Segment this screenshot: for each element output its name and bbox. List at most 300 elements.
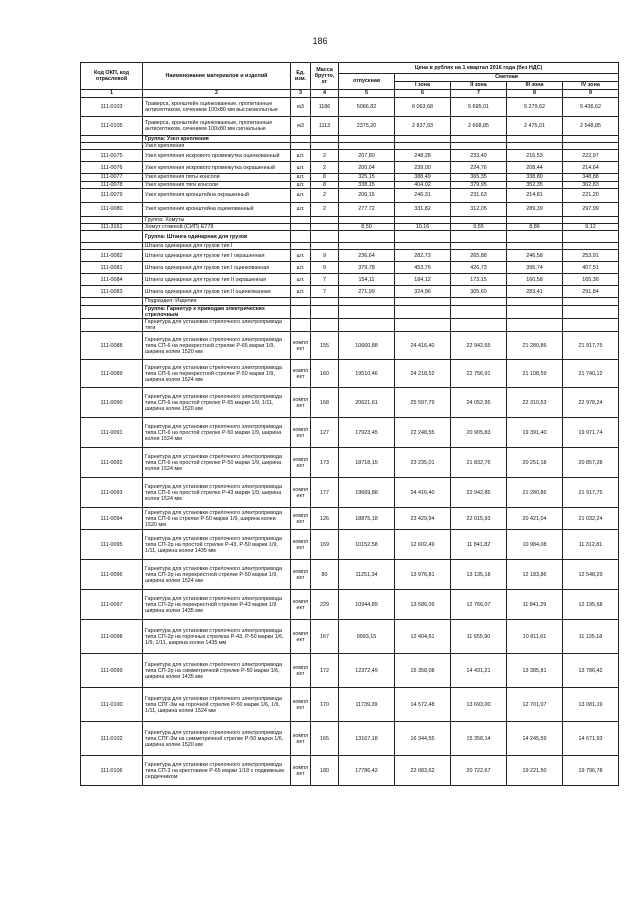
price-zone-4: 222,97	[563, 150, 619, 162]
price-zone-4: 407,51	[563, 262, 619, 274]
price-zone-2: 22 942,65	[451, 332, 507, 360]
column-number: 6	[395, 90, 451, 98]
price-zone-2: 12 766,07	[451, 590, 507, 620]
price-zone-2: 11 841,82	[451, 530, 507, 560]
item-name: Гарнитура для установки стрелочного электропривода типа СП-3 на крестовине Р-65 марки 1/18 с подвижным сердечником	[143, 756, 291, 786]
price-zone-4: 19 971,74	[563, 418, 619, 448]
price-zone-4: 348,88	[563, 174, 619, 181]
price-zone-3: 216,53	[507, 150, 563, 162]
price-zone-3: 5 279,62	[507, 98, 563, 117]
price-zone-4: 19 796,78	[563, 756, 619, 786]
price-zone-1: 404,02	[395, 181, 451, 188]
price-zone-1: 23 429,94	[395, 508, 451, 530]
item-name: Гарнитура для установки стрелочного электропривода типа СП-6 на простой стрелке Р-50 марки 1/9, ширина колеи 1524 мм	[143, 448, 291, 478]
item-name: Гарнитура для установки стрелочного электропривода типа СП-2р на симметричной стрелке Р-50 марки 1/6, ширина колеи 1435 мм	[143, 654, 291, 688]
item-name: Гарнитура для установки стрелочного электропривода типа СП-6 на перекрестной стрелке Р-50 марки 1/9, ширина колеи 1524 мм	[143, 360, 291, 388]
table-row	[81, 418, 619, 448]
item-name: Гарнитура для установки стрелочного электропривода типа СП-2р на горочных стрелках Р-43, Р-50 марки 1/6, 1/9, 1/11, ширина колеи 1435 мм	[143, 620, 291, 654]
price-release: 10660,88	[339, 332, 395, 360]
empty-cell	[81, 319, 143, 332]
subheading-title: Подраздел: Изделия	[143, 298, 291, 305]
table-row	[81, 286, 619, 298]
price-zone-2: 14 431,21	[451, 654, 507, 688]
price-zone-4: 21 917,75	[563, 478, 619, 508]
price-zone-1: 25 597,79	[395, 388, 451, 418]
item-name: Гарнитура для установки стрелочного электропривода типа СП-2р на перекрестной стрелке Р-50 марки 1/9, ширина колеи 1524 мм	[143, 560, 291, 590]
price-zone-3: 14 245,59	[507, 722, 563, 756]
price-zone-4: 9,12	[563, 224, 619, 231]
empty-cell	[395, 243, 451, 250]
price-zone-3: 208,44	[507, 162, 563, 174]
item-code: 111-0076	[81, 162, 143, 174]
empty-cell	[339, 298, 395, 305]
empty-cell	[311, 143, 339, 150]
item-unit	[291, 224, 311, 231]
price-zone-2: 20 905,83	[451, 418, 507, 448]
price-zone-3: 352,35	[507, 181, 563, 188]
column-number: 9	[563, 90, 619, 98]
item-name: Гарнитура для установки стрелочного электропривода типа СП-2р на перекрестной стрелке Р-43 марки 1/9 ширина колеи 1435 мм	[143, 590, 291, 620]
column-number: 5	[339, 90, 395, 98]
item-mass: 2	[311, 202, 339, 216]
empty-cell	[563, 298, 619, 305]
subheading-title: Штанга одинарная для грузов тип I	[143, 243, 291, 250]
price-zone-3: 20 421,04	[507, 508, 563, 530]
item-name: Траверса, кронштейн оцинкованные, пропитанные антисептиком, сечением 100х80 мм сигнальные	[143, 117, 291, 136]
item-code: 111-0097	[81, 590, 143, 620]
price-zone-3: 10 984,08	[507, 530, 563, 560]
item-mass: 2	[311, 150, 339, 162]
item-name: Узел крепления искрового промежутка оцинкованный	[143, 150, 291, 162]
price-zone-3: 21 108,59	[507, 360, 563, 388]
group-row	[81, 305, 619, 318]
empty-cell	[507, 319, 563, 332]
price-release: 20621,61	[339, 388, 395, 418]
empty-cell	[395, 231, 451, 243]
item-unit: компл ект	[291, 654, 311, 688]
table-row	[81, 360, 619, 388]
price-zone-3: 19 391,40	[507, 418, 563, 448]
price-zone-1: 388,49	[395, 174, 451, 181]
item-mass: 2	[311, 162, 339, 174]
item-unit: компл ект	[291, 620, 311, 654]
subheading-title: Гарнитура для установки стрелочного электропривода тяги	[143, 319, 291, 332]
price-release: 277,72	[339, 202, 395, 216]
price-zone-3: 214,81	[507, 188, 563, 202]
item-unit: компл ект	[291, 688, 311, 722]
price-release: 154,11	[339, 274, 395, 286]
price-zone-3: 21 280,86	[507, 478, 563, 508]
empty-cell	[339, 243, 395, 250]
empty-cell	[339, 319, 395, 332]
item-unit: компл ект	[291, 360, 311, 388]
price-release: 11739,39	[339, 688, 395, 722]
item-unit: шт.	[291, 188, 311, 202]
item-code: 111-0080	[81, 202, 143, 216]
price-release: 379,78	[339, 262, 395, 274]
price-zone-1: 2 837,93	[395, 117, 451, 136]
price-zone-3: 2 475,01	[507, 117, 563, 136]
header-zone: I зона	[395, 82, 451, 90]
price-zone-2: 2 668,85	[451, 117, 507, 136]
price-zone-2: 426,73	[451, 262, 507, 274]
price-release: 10944,89	[339, 590, 395, 620]
empty-cell	[81, 243, 143, 250]
price-zone-2: 24 052,95	[451, 388, 507, 418]
item-code: 111-0084	[81, 274, 143, 286]
item-mass: 172	[311, 654, 339, 688]
empty-cell	[311, 231, 339, 243]
empty-cell	[563, 243, 619, 250]
price-release: 18718,15	[339, 448, 395, 478]
price-zone-4: 13 081,19	[563, 688, 619, 722]
table-row	[81, 224, 619, 231]
item-mass: 1113	[311, 117, 339, 136]
item-code: 111-0093	[81, 478, 143, 508]
page-number: 186	[312, 36, 328, 46]
header-name: Наименование материалов и изделий	[143, 63, 291, 90]
item-name: Гарнитура для установки стрелочного электропривода типа СП-6 на перекрестной стрелке Р-65 марки 1/9, ширина колеи 1520 мм	[143, 332, 291, 360]
empty-cell	[291, 243, 311, 250]
price-zone-2: 379,95	[451, 181, 507, 188]
item-name: Траверса, кронштейн оцинкованные, пропитанные антисептиком, сечением 100х80 мм высоковольтные	[143, 98, 291, 117]
item-unit: компл ект	[291, 448, 311, 478]
empty-cell	[311, 298, 339, 305]
price-zone-4: 297,99	[563, 202, 619, 216]
price-zone-3: 13 385,81	[507, 654, 563, 688]
item-mass: 168	[311, 388, 339, 418]
price-zone-3: 12 183,86	[507, 560, 563, 590]
table-row	[81, 654, 619, 688]
item-mass: 9	[311, 250, 339, 262]
item-mass: 177	[311, 478, 339, 508]
table-row	[81, 188, 619, 202]
item-unit: шт.	[291, 181, 311, 188]
empty-cell	[311, 305, 339, 318]
header-release: отпускная	[339, 74, 395, 90]
table-row	[81, 274, 619, 286]
price-zone-1: 6 063,68	[395, 98, 451, 117]
empty-cell	[563, 216, 619, 223]
price-zone-4: 12 195,68	[563, 590, 619, 620]
item-unit: шт.	[291, 162, 311, 174]
header-mass: Масса брутто, кг	[311, 63, 339, 90]
item-name: Штанга одинарная для грузов тип II оцинкованная	[143, 286, 291, 298]
empty-cell	[81, 216, 143, 223]
price-zone-3: 246,58	[507, 250, 563, 262]
price-release: 271,99	[339, 286, 395, 298]
empty-cell	[451, 305, 507, 318]
empty-cell	[451, 298, 507, 305]
price-release: 9993,15	[339, 620, 395, 654]
item-name: Гарнитура для установки стрелочного электропривода типа СПГ-3м на симметричной стрелке Р-50 марки 1/6, ширина колеи 1520 мм	[143, 722, 291, 756]
empty-cell	[291, 136, 311, 143]
item-code: 111-0105	[81, 117, 143, 136]
empty-cell	[291, 216, 311, 223]
price-zone-4: 2 548,85	[563, 117, 619, 136]
item-unit: шт.	[291, 250, 311, 262]
price-release: 8,50	[339, 224, 395, 231]
price-zone-3: 19 221,50	[507, 756, 563, 786]
price-zone-4: 214,64	[563, 162, 619, 174]
empty-cell	[339, 143, 395, 150]
item-name: Штанга одинарная для грузов тип I окрашенная	[143, 250, 291, 262]
column-number: 3	[291, 90, 311, 98]
price-zone-2: 13 135,18	[451, 560, 507, 590]
item-mass: 1186	[311, 98, 339, 117]
subheading-title: Узел крепления	[143, 143, 291, 150]
item-code: 111-0082	[81, 250, 143, 262]
price-zone-4: 20 857,28	[563, 448, 619, 478]
item-unit: компл ект	[291, 722, 311, 756]
empty-cell	[563, 143, 619, 150]
empty-cell	[451, 231, 507, 243]
item-code: 111-0091	[81, 418, 143, 448]
group-title: Группа: Узел крепления	[143, 136, 291, 143]
item-unit: компл ект	[291, 756, 311, 786]
price-zone-1: 16 344,55	[395, 722, 451, 756]
subheading-row	[81, 243, 619, 250]
price-zone-1: 324,96	[395, 286, 451, 298]
table-row	[81, 181, 619, 188]
empty-cell	[291, 305, 311, 318]
item-unit: шт.	[291, 286, 311, 298]
price-zone-2: 22 015,93	[451, 508, 507, 530]
price-zone-1: 15 358,08	[395, 654, 451, 688]
empty-cell	[451, 143, 507, 150]
item-code: 111-0106	[81, 756, 143, 786]
item-mass: 9	[311, 262, 339, 274]
item-mass: 8	[311, 174, 339, 181]
price-zone-1: 184,12	[395, 274, 451, 286]
empty-cell	[81, 305, 143, 318]
column-number: 2	[143, 90, 291, 98]
price-zone-4: 11 312,81	[563, 530, 619, 560]
price-zone-1: 24 416,40	[395, 478, 451, 508]
table-row	[81, 620, 619, 654]
empty-cell	[451, 136, 507, 143]
item-unit: компл ект	[291, 388, 311, 418]
item-mass: 126	[311, 508, 339, 530]
header-price-title: Цена в рублях на 1 квартал 2016 года (без НДС)	[339, 63, 619, 74]
table-row	[81, 688, 619, 722]
empty-cell	[81, 231, 143, 243]
table-row	[81, 262, 619, 274]
price-zone-1: 23 235,01	[395, 448, 451, 478]
price-zone-3: 289,39	[507, 202, 563, 216]
item-unit: шт.	[291, 202, 311, 216]
price-release: 325,15	[339, 174, 395, 181]
item-code: 111-3161	[81, 224, 143, 231]
price-zone-2: 5 695,01	[451, 98, 507, 117]
item-mass: 80	[311, 560, 339, 590]
table-row	[81, 174, 619, 181]
item-unit: компл ект	[291, 332, 311, 360]
price-release: 19510,46	[339, 360, 395, 388]
price-zone-2: 305,60	[451, 286, 507, 298]
subheading-row	[81, 298, 619, 305]
item-code: 111-0099	[81, 654, 143, 688]
column-number: 1	[81, 90, 143, 98]
group-row	[81, 231, 619, 243]
item-code: 111-0090	[81, 388, 143, 418]
table-row	[81, 250, 619, 262]
table-row	[81, 162, 619, 174]
table-row	[81, 590, 619, 620]
empty-cell	[395, 136, 451, 143]
price-zone-3: 10 811,61	[507, 620, 563, 654]
price-zone-3: 283,41	[507, 286, 563, 298]
price-zone-1: 282,73	[395, 250, 451, 262]
price-zone-3: 8,86	[507, 224, 563, 231]
item-unit: компл ект	[291, 530, 311, 560]
item-name: Гарнитура для установки стрелочного электропривода типа СП-6 на простой стрелке Р-65 марки 1/9, 1/11, ширина колеи 1520 мм	[143, 388, 291, 418]
price-release: 200,04	[339, 162, 395, 174]
price-zone-3: 22 310,53	[507, 388, 563, 418]
table-row	[81, 478, 619, 508]
price-zone-4: 221,20	[563, 188, 619, 202]
empty-cell	[291, 298, 311, 305]
price-zone-2: 365,35	[451, 174, 507, 181]
item-mass: 170	[311, 688, 339, 722]
empty-cell	[311, 319, 339, 332]
subheading-row	[81, 216, 619, 223]
item-unit: компл ект	[291, 508, 311, 530]
empty-cell	[339, 231, 395, 243]
header-estimate: Сметная	[395, 74, 619, 82]
item-name: Узел крепления тяги консоли	[143, 181, 291, 188]
item-unit: шт.	[291, 150, 311, 162]
price-zone-4: 362,83	[563, 181, 619, 188]
price-zone-2: 11 655,90	[451, 620, 507, 654]
empty-cell	[563, 305, 619, 318]
item-name: Узел крепления кронштейна окрашенный	[143, 188, 291, 202]
empty-cell	[507, 136, 563, 143]
price-zone-1: 10,16	[395, 224, 451, 231]
item-mass: 173	[311, 448, 339, 478]
price-zone-2: 21 832,76	[451, 448, 507, 478]
item-name: Гарнитура для установки стрелочного электропривода типа СП-6 на простой стрелке Р-50 марки 1/9, ширина колеи 1524 мм	[143, 418, 291, 448]
price-zone-2: 20 722,67	[451, 756, 507, 786]
empty-cell	[311, 243, 339, 250]
empty-cell	[451, 216, 507, 223]
price-zone-2: 9,55	[451, 224, 507, 231]
empty-cell	[291, 319, 311, 332]
price-zone-3: 395,74	[507, 262, 563, 274]
item-unit: компл ект	[291, 418, 311, 448]
item-name: Гарнитура для установки стрелочного электропривода типа СПГ-3м на горочной стрелке Р-50 марки 1/6, 1/9, 1/11, ширина колеи 1524 мм	[143, 688, 291, 722]
empty-cell	[81, 143, 143, 150]
empty-cell	[395, 216, 451, 223]
column-number: 8	[507, 90, 563, 98]
price-zone-2: 233,49	[451, 150, 507, 162]
header-unit: Ед. изм.	[291, 63, 311, 90]
empty-cell	[291, 143, 311, 150]
price-zone-1: 13 976,81	[395, 560, 451, 590]
price-release: 17786,42	[339, 756, 395, 786]
item-mass: 180	[311, 756, 339, 786]
price-release: 207,80	[339, 150, 395, 162]
empty-cell	[563, 136, 619, 143]
price-zone-4: 21 740,12	[563, 360, 619, 388]
price-zone-1: 331,82	[395, 202, 451, 216]
price-zone-2: 312,05	[451, 202, 507, 216]
price-zone-4: 291,84	[563, 286, 619, 298]
empty-cell	[339, 216, 395, 223]
price-zone-2: 224,76	[451, 162, 507, 174]
column-number: 4	[311, 90, 339, 98]
group-row	[81, 136, 619, 143]
price-zone-3: 160,58	[507, 274, 563, 286]
price-zone-4: 13 786,42	[563, 654, 619, 688]
item-code: 111-0083	[81, 286, 143, 298]
item-mass: 229	[311, 590, 339, 620]
table-row	[81, 98, 619, 117]
table-row	[81, 756, 619, 786]
empty-cell	[311, 216, 339, 223]
price-zone-4: 21 917,75	[563, 332, 619, 360]
empty-cell	[507, 216, 563, 223]
price-zone-4: 165,36	[563, 274, 619, 286]
price-table	[80, 62, 619, 786]
price-zone-1: 453,76	[395, 262, 451, 274]
item-mass: 155	[311, 332, 339, 360]
price-zone-4: 5 436,62	[563, 98, 619, 117]
item-code: 111-0077	[81, 174, 143, 181]
price-release: 2375,20	[339, 117, 395, 136]
price-zone-1: 246,31	[395, 188, 451, 202]
item-code: 111-0096	[81, 560, 143, 590]
empty-cell	[451, 319, 507, 332]
subheading-row	[81, 143, 619, 150]
price-zone-3: 12 701,07	[507, 688, 563, 722]
item-mass: 7	[311, 274, 339, 286]
price-zone-1: 248,28	[395, 150, 451, 162]
item-code: 111-0081	[81, 262, 143, 274]
empty-cell	[563, 319, 619, 332]
item-name: Хомут стяжной (СИП) Е778	[143, 224, 291, 231]
item-unit: м3	[291, 98, 311, 117]
item-mass: 7	[311, 286, 339, 298]
item-name: Узел крепления кронштейна оцинкованный	[143, 202, 291, 216]
price-release: 206,15	[339, 188, 395, 202]
price-zone-2: 15 358,14	[451, 722, 507, 756]
empty-cell	[81, 298, 143, 305]
table-row	[81, 388, 619, 418]
table-row	[81, 508, 619, 530]
price-zone-1: 22 083,62	[395, 756, 451, 786]
price-zone-3: 11 841,29	[507, 590, 563, 620]
empty-cell	[563, 231, 619, 243]
price-release: 18875,18	[339, 508, 395, 530]
item-unit: шт.	[291, 274, 311, 286]
empty-cell	[507, 305, 563, 318]
price-zone-1: 24 416,40	[395, 332, 451, 360]
item-unit: компл ект	[291, 590, 311, 620]
empty-cell	[395, 143, 451, 150]
empty-cell	[339, 136, 395, 143]
item-unit: шт.	[291, 174, 311, 181]
price-zone-2: 265,88	[451, 250, 507, 262]
price-zone-3: 338,80	[507, 174, 563, 181]
price-release: 13167,18	[339, 722, 395, 756]
empty-cell	[291, 231, 311, 243]
table-row	[81, 117, 619, 136]
price-zone-2: 22 756,91	[451, 360, 507, 388]
price-zone-2: 13 693,00	[451, 688, 507, 722]
item-name: Гарнитура для установки стрелочного электропривода типа СП-6 на стрелке Р-50 марки 1/9, ширина колеи 1520 мм	[143, 508, 291, 530]
price-zone-1: 239,00	[395, 162, 451, 174]
